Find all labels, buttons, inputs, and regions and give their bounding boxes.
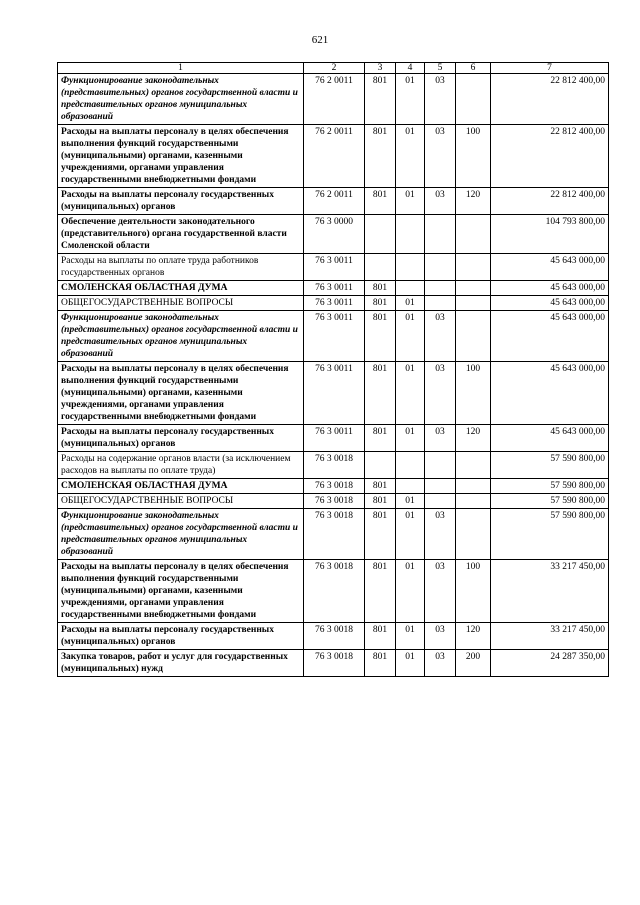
row-section-code: 01 [396, 74, 425, 125]
row-amount: 45 643 000,00 [491, 254, 609, 281]
row-department-code: 801 [365, 125, 396, 188]
row-expense-type: 120 [456, 425, 491, 452]
row-department-code: 801 [365, 650, 396, 677]
row-expense-type [456, 479, 491, 494]
row-amount: 57 590 800,00 [491, 494, 609, 509]
column-header-1: 1 [58, 63, 304, 74]
row-name: Расходы на выплаты персоналу государственных (муниципальных) органов [58, 425, 304, 452]
row-section-code: 01 [396, 296, 425, 311]
row-section-code: 01 [396, 560, 425, 623]
row-expense-type [456, 74, 491, 125]
row-expense-type [456, 296, 491, 311]
table-row [58, 215, 609, 254]
row-section-code [396, 281, 425, 296]
row-amount: 22 812 400,00 [491, 188, 609, 215]
row-name: Расходы на выплаты персоналу в целях обеспечения выполнения функций государственными (муниципальными) органами, казенными учреждениями, органами управления государственными внебюджетными фондами [58, 362, 304, 425]
row-expense-type [456, 215, 491, 254]
row-section-code [396, 452, 425, 479]
column-header-3: 3 [365, 63, 396, 74]
row-section-code: 01 [396, 362, 425, 425]
table-row [58, 362, 609, 425]
row-target-code: 76 3 0000 [304, 215, 365, 254]
row-amount: 22 812 400,00 [491, 74, 609, 125]
row-section-code [396, 215, 425, 254]
row-expense-type [456, 311, 491, 362]
table-row [58, 311, 609, 362]
row-name: Обеспечение деятельности законодательного (представительного) органа государственной власти Смоленской области [58, 215, 304, 254]
row-name: Расходы на выплаты персоналу в целях обеспечения выполнения функций государственными (муниципальными) органами, казенными учреждениями, органами управления государственными внебюджетными фондами [58, 560, 304, 623]
table-row [58, 125, 609, 188]
row-department-code: 801 [365, 74, 396, 125]
row-name: ОБЩЕГОСУДАРСТВЕННЫЕ ВОПРОСЫ [58, 494, 304, 509]
row-target-code: 76 3 0018 [304, 509, 365, 560]
table-row [58, 452, 609, 479]
row-section-code: 01 [396, 494, 425, 509]
budget-table [57, 62, 609, 677]
row-section-code: 01 [396, 188, 425, 215]
table-row [58, 296, 609, 311]
table-row [58, 254, 609, 281]
row-name: Расходы на выплаты персоналу государственных (муниципальных) органов [58, 623, 304, 650]
row-target-code: 76 3 0018 [304, 494, 365, 509]
table-row [58, 425, 609, 452]
row-expense-type: 100 [456, 362, 491, 425]
row-expense-type [456, 254, 491, 281]
table-row [58, 560, 609, 623]
row-department-code: 801 [365, 623, 396, 650]
row-amount: 45 643 000,00 [491, 281, 609, 296]
row-section-code [396, 479, 425, 494]
row-target-code: 76 3 0011 [304, 281, 365, 296]
table-row [58, 494, 609, 509]
row-department-code: 801 [365, 494, 396, 509]
row-subsection-code [425, 281, 456, 296]
row-section-code: 01 [396, 311, 425, 362]
row-section-code: 01 [396, 425, 425, 452]
row-expense-type [456, 494, 491, 509]
table-row [58, 650, 609, 677]
header-row [58, 63, 609, 74]
row-subsection-code: 03 [425, 188, 456, 215]
page-number: 621 [311, 34, 329, 46]
row-section-code: 01 [396, 623, 425, 650]
column-header-4: 4 [396, 63, 425, 74]
row-amount: 24 287 350,00 [491, 650, 609, 677]
row-section-code: 01 [396, 509, 425, 560]
row-subsection-code: 03 [425, 623, 456, 650]
row-name: СМОЛЕНСКАЯ ОБЛАСТНАЯ ДУМА [58, 479, 304, 494]
row-target-code: 76 3 0011 [304, 254, 365, 281]
row-name: Расходы на выплаты персоналу в целях обеспечения выполнения функций государственными (муниципальными) органами, казенными учреждениями, органами управления государственными внебюджетными фондами [58, 125, 304, 188]
row-target-code: 76 2 0011 [304, 125, 365, 188]
row-subsection-code: 03 [425, 425, 456, 452]
row-target-code: 76 3 0018 [304, 560, 365, 623]
column-header-5: 5 [425, 63, 456, 74]
row-subsection-code: 03 [425, 74, 456, 125]
row-expense-type: 120 [456, 623, 491, 650]
row-expense-type [456, 281, 491, 296]
row-amount: 45 643 000,00 [491, 425, 609, 452]
row-department-code: 801 [365, 311, 396, 362]
column-header-6: 6 [456, 63, 491, 74]
row-expense-type: 100 [456, 560, 491, 623]
column-header-7: 7 [491, 63, 609, 74]
row-name: СМОЛЕНСКАЯ ОБЛАСТНАЯ ДУМА [58, 281, 304, 296]
row-section-code [396, 254, 425, 281]
table-row [58, 479, 609, 494]
row-subsection-code [425, 296, 456, 311]
row-department-code: 801 [365, 296, 396, 311]
row-target-code: 76 3 0011 [304, 362, 365, 425]
row-subsection-code: 03 [425, 650, 456, 677]
row-subsection-code: 03 [425, 509, 456, 560]
row-department-code: 801 [365, 479, 396, 494]
row-amount: 45 643 000,00 [491, 362, 609, 425]
row-name: Функционирование законодательных (представительных) органов государственной власти и представительных органов муниципальных образований [58, 311, 304, 362]
row-amount: 22 812 400,00 [491, 125, 609, 188]
row-name: Расходы на выплаты персоналу государственных (муниципальных) органов [58, 188, 304, 215]
row-target-code: 76 3 0018 [304, 650, 365, 677]
row-amount: 57 590 800,00 [491, 479, 609, 494]
row-expense-type: 100 [456, 125, 491, 188]
row-department-code: 801 [365, 560, 396, 623]
row-amount: 57 590 800,00 [491, 509, 609, 560]
row-section-code: 01 [396, 650, 425, 677]
row-expense-type [456, 509, 491, 560]
row-name: Расходы на содержание органов власти (за исключением расходов на выплаты по оплате труда) [58, 452, 304, 479]
row-department-code: 801 [365, 509, 396, 560]
row-target-code: 76 3 0018 [304, 452, 365, 479]
row-target-code: 76 3 0011 [304, 425, 365, 452]
row-amount: 45 643 000,00 [491, 296, 609, 311]
row-target-code: 76 2 0011 [304, 188, 365, 215]
row-subsection-code [425, 452, 456, 479]
row-target-code: 76 3 0018 [304, 479, 365, 494]
row-target-code: 76 3 0011 [304, 296, 365, 311]
row-department-code [365, 452, 396, 479]
table-row [58, 623, 609, 650]
row-amount: 33 217 450,00 [491, 560, 609, 623]
row-subsection-code [425, 494, 456, 509]
table-row [58, 74, 609, 125]
row-section-code: 01 [396, 125, 425, 188]
row-department-code: 801 [365, 281, 396, 296]
row-expense-type [456, 452, 491, 479]
row-department-code [365, 254, 396, 281]
row-subsection-code: 03 [425, 362, 456, 425]
row-subsection-code: 03 [425, 125, 456, 188]
row-name: Закупка товаров, работ и услуг для государственных (муниципальных) нужд [58, 650, 304, 677]
row-amount: 45 643 000,00 [491, 311, 609, 362]
row-department-code: 801 [365, 188, 396, 215]
row-name: Функционирование законодательных (представительных) органов государственной власти и представительных органов муниципальных образований [58, 74, 304, 125]
row-subsection-code: 03 [425, 560, 456, 623]
table-row [58, 188, 609, 215]
row-expense-type: 120 [456, 188, 491, 215]
row-subsection-code: 03 [425, 311, 456, 362]
row-amount: 57 590 800,00 [491, 452, 609, 479]
row-department-code: 801 [365, 362, 396, 425]
row-name: ОБЩЕГОСУДАРСТВЕННЫЕ ВОПРОСЫ [58, 296, 304, 311]
row-subsection-code [425, 254, 456, 281]
row-target-code: 76 2 0011 [304, 74, 365, 125]
row-subsection-code [425, 479, 456, 494]
row-target-code: 76 3 0018 [304, 623, 365, 650]
table-row [58, 281, 609, 296]
table-row [58, 509, 609, 560]
row-name: Расходы на выплаты по оплате труда работников государственных органов [58, 254, 304, 281]
table-body [58, 74, 609, 677]
row-amount: 104 793 800,00 [491, 215, 609, 254]
row-department-code: 801 [365, 425, 396, 452]
row-department-code [365, 215, 396, 254]
row-name: Функционирование законодательных (представительных) органов государственной власти и представительных органов муниципальных образований [58, 509, 304, 560]
row-amount: 33 217 450,00 [491, 623, 609, 650]
row-expense-type: 200 [456, 650, 491, 677]
row-target-code: 76 3 0011 [304, 311, 365, 362]
column-header-2: 2 [304, 63, 365, 74]
row-subsection-code [425, 215, 456, 254]
